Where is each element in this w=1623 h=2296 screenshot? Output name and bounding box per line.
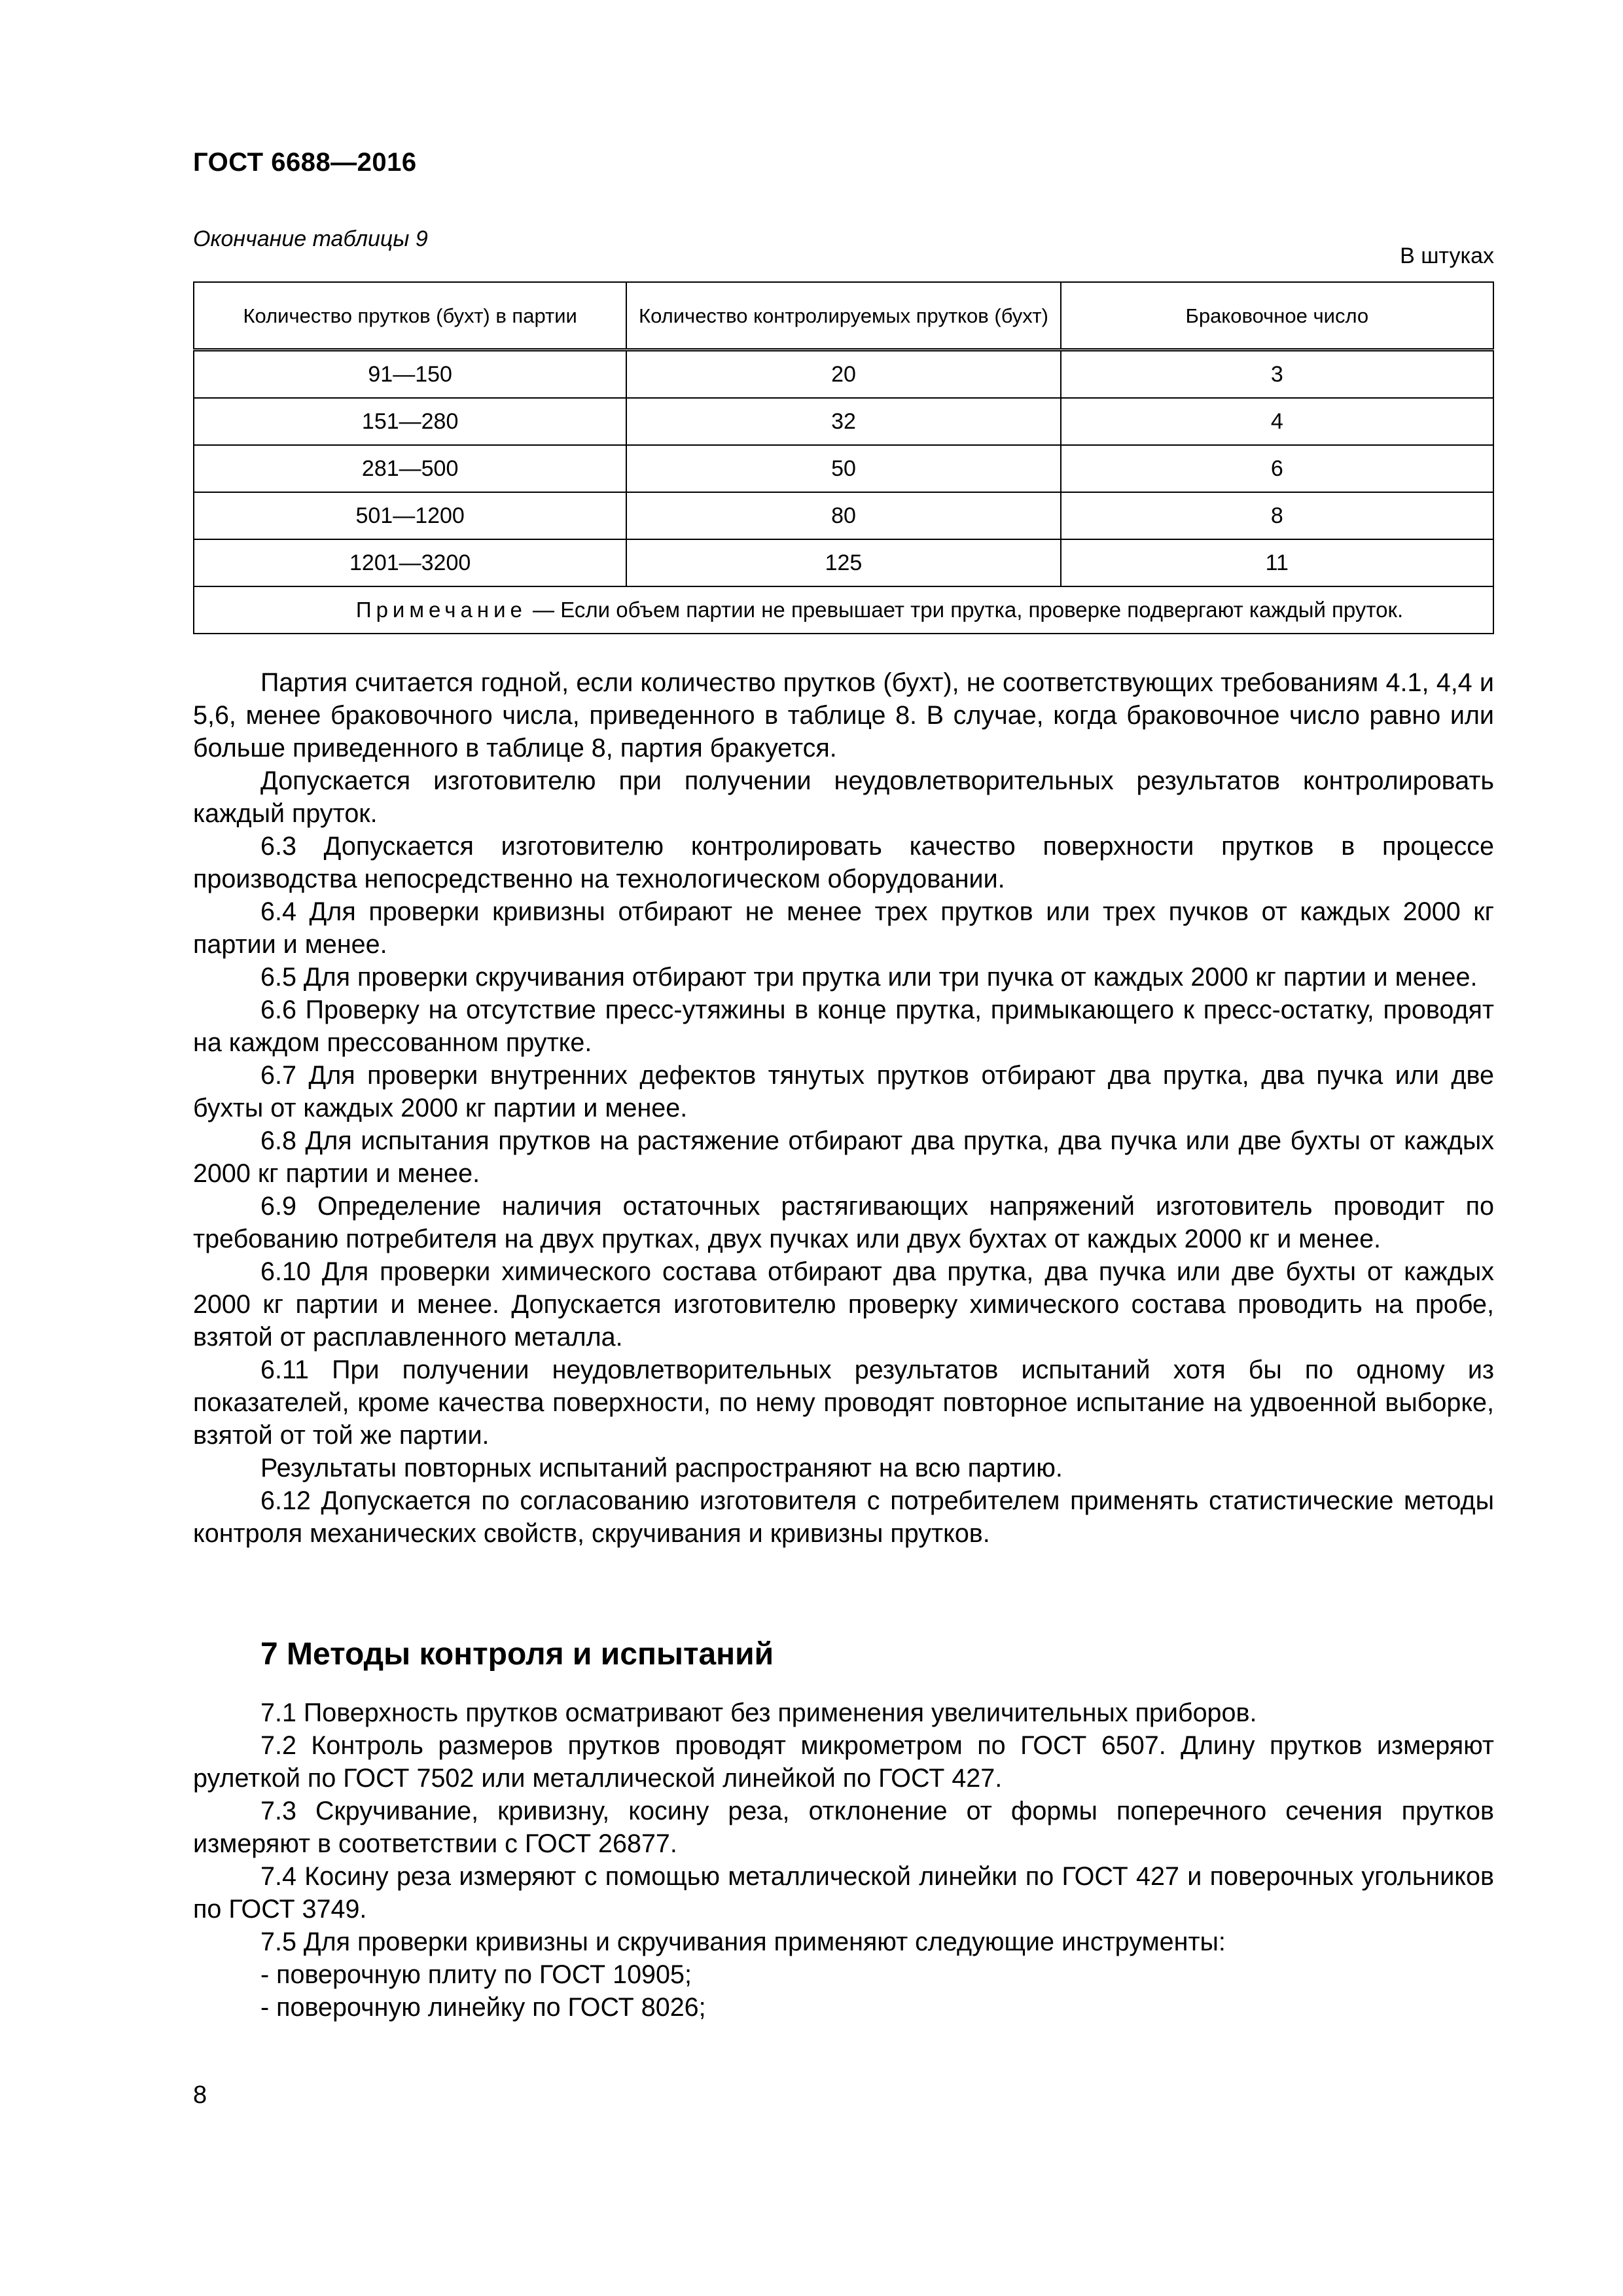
table-header-row [194,282,1493,350]
paragraph: 6.10 Для проверки химического состава отбирают два прутка, два пучка или две бухты от каждых 2000 кг партии и менее. Допускается изготовителю проверку химического состава проводить на пробе, взятой от расплавленного металла. [193,1257,1494,1352]
table-caption: Окончание таблицы 9 [193,226,428,251]
table-cell: 4 [1061,398,1493,445]
paragraph: Партия считается годной, если количество прутков (бухт), не соответствующих требованиям 4.1, 4,4 и 5,6, менее браковочного числа, приведенного в таблице 8. В случае, когда браковочное число равно или больше приведенного в таблице 8, партия бракуется. [193,668,1494,762]
table-cell: 125 [626,539,1060,586]
table-cell: 32 [626,398,1060,445]
table-cell: 8 [1061,492,1493,539]
table-cell: 50 [626,445,1060,492]
page-number: 8 [193,2081,207,2109]
paragraph: 6.7 Для проверки внутренних дефектов тянутых прутков отбирают два прутка, два пучка или две бухты от каждых 2000 кг партии и менее. [193,1061,1494,1122]
paragraph: 7.3 Скручивание, кривизну, косину реза, отклонение от формы поперечного сечения прутков измеряют в соответствии с ГОСТ 26877. [193,1797,1494,1858]
table-row [194,350,1493,399]
table-row [194,445,1493,492]
list-item: - поверочную линейку по ГОСТ 8026; [260,1993,706,2022]
paragraph: 6.12 Допускается по согласованию изготовителя с потребителем применять статистические методы контроля механических свойств, скручивания и кривизны прутков. [193,1486,1494,1548]
table-cell: 3 [1061,350,1493,399]
table-cell: 80 [626,492,1060,539]
paragraph: 6.5 Для проверки скручивания отбирают три прутка или три пучка от каждых 2000 кг партии и менее. [260,963,1478,992]
paragraph: Результаты повторных испытаний распространяют на всю партию. [260,1454,1063,1482]
paragraph: 6.4 Для проверки кривизны отбирают не менее трех прутков или трех пучков от каждых 2000 кг партии и менее. [193,897,1494,959]
paragraph: Допускается изготовителю при получении неудовлетворительных результатов контролировать каждый пруток. [193,766,1494,828]
paragraph: 6.6 Проверку на отсутствие пресс-утяжины в конце прутка, примыкающего к пресс-остатку, проводят на каждом прессованном прутке. [193,996,1494,1057]
document-code-header: ГОСТ 6688—2016 [193,148,417,177]
paragraph: 7.2 Контроль размеров прутков проводят микрометром по ГОСТ 6507. Длину прутков измеряют рулеткой по ГОСТ 7502 или металлической линейкой по ГОСТ 427. [193,1731,1494,1793]
section-7-heading: 7 Методы контроля и испытаний [260,1637,774,1672]
table-row [194,492,1493,539]
table-note-row [194,586,1493,634]
column-header: Браковочное число [1061,282,1493,350]
table-cell: 91—150 [194,350,626,399]
table-cell: 1201—3200 [194,539,626,586]
table-cell: 501—1200 [194,492,626,539]
paragraph: 6.8 Для испытания прутков на растяжение отбирают два прутка, два пучка или две бухты от каждых 2000 кг партии и менее. [193,1126,1494,1188]
list-item: - поверочную плиту по ГОСТ 10905; [260,1960,692,1989]
table-cell: 281—500 [194,445,626,492]
section-6-body [193,666,1494,1550]
column-header: Количество контролируемых прутков (бухт) [626,282,1060,350]
paragraph: 6.9 Определение наличия остаточных растягивающих напряжений изготовитель проводит по требованию потребителя на двух прутках, двух пучках или двух бухтах от каждых 2000 кг и менее. [193,1192,1494,1253]
table-units: В штуках [1400,243,1494,268]
table-note [194,586,1493,634]
table-cell: 151—280 [194,398,626,445]
table-cell: 11 [1061,539,1493,586]
data-table [193,281,1494,634]
table-row [194,539,1493,586]
note-text: — Если объем партии не превышает три прутка, проверке подвергают каждый пруток. [526,598,1404,622]
paragraph: 7.4 Косину реза измеряют с помощью металлической линейки по ГОСТ 427 и поверочных угольников по ГОСТ 3749. [193,1862,1494,1924]
table-cell: 6 [1061,445,1493,492]
table-cell: 20 [626,350,1060,399]
column-header: Количество прутков (бухт) в партии [194,282,626,350]
note-label: Примечание [355,598,527,622]
table-row [194,398,1493,445]
paragraph: 6.3 Допускается изготовителю контролировать качество поверхности прутков в процессе производства непосредственно на технологическом оборудовании. [193,832,1494,893]
paragraph: 6.11 При получении неудовлетворительных результатов испытаний хотя бы по одному из показателей, кроме качества поверхности, по нему проводят повторное испытание на удвоенной выборке, взятой от той же партии. [193,1355,1494,1450]
section-7-body [193,1696,1494,2024]
paragraph: 7.5 Для проверки кривизны и скручивания применяют следующие инструменты: [260,1928,1226,1956]
paragraph: 7.1 Поверхность прутков осматривают без применения увеличительных приборов. [260,1698,1257,1727]
